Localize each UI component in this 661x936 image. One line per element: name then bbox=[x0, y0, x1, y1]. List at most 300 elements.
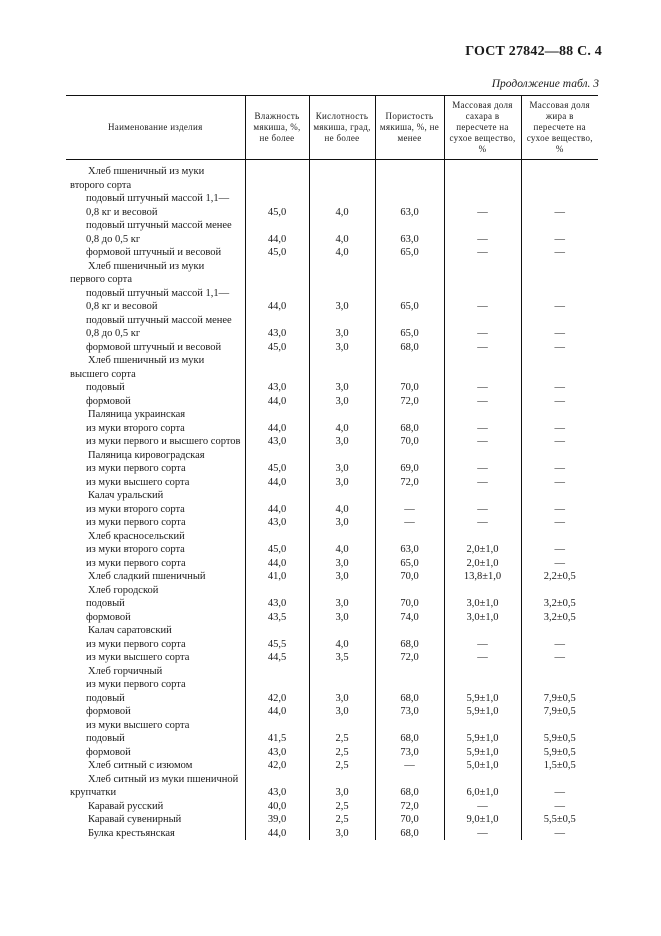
cell-porosity bbox=[375, 489, 444, 503]
cell-sugar bbox=[444, 489, 521, 503]
cell-sugar: — bbox=[444, 287, 521, 314]
cell-fat: — bbox=[521, 462, 598, 476]
cell-sugar: — bbox=[444, 435, 521, 449]
cell-product-name: из муки второго сорта bbox=[86, 544, 185, 555]
cell-sugar: — bbox=[444, 219, 521, 246]
table-row bbox=[66, 638, 598, 652]
cell-product-name: Хлеб красносельский bbox=[88, 530, 185, 542]
cell-moisture: 44,0 bbox=[245, 219, 309, 246]
cell-product-name: Калач уральский bbox=[88, 490, 164, 501]
table-row bbox=[66, 530, 598, 544]
cell-product-name: Хлеб пшеничный из муки высшего сорта bbox=[70, 355, 205, 380]
cell-fat: — bbox=[521, 314, 598, 341]
cell-porosity bbox=[375, 665, 444, 679]
cell-fat: — bbox=[521, 543, 598, 557]
cell-moisture bbox=[245, 354, 309, 381]
cell-porosity: — bbox=[375, 516, 444, 530]
cell-moisture: 44,0 bbox=[245, 395, 309, 409]
table-row bbox=[66, 489, 598, 503]
cell-moisture: 45,0 bbox=[245, 462, 309, 476]
cell-sugar bbox=[444, 160, 521, 193]
cell-porosity: 65,0 bbox=[375, 246, 444, 260]
table-row bbox=[66, 287, 598, 314]
cell-moisture: 43,0 bbox=[245, 773, 309, 800]
cell-moisture: 40,0 bbox=[245, 800, 309, 814]
cell-product-name: подовый bbox=[86, 598, 125, 609]
table-row bbox=[66, 341, 598, 355]
cell-porosity: 72,0 bbox=[375, 651, 444, 665]
cell-fat: — bbox=[521, 219, 598, 246]
cell-moisture bbox=[245, 449, 309, 463]
cell-moisture: 44,0 bbox=[245, 287, 309, 314]
cell-fat: 3,2±0,5 bbox=[521, 597, 598, 611]
table-row bbox=[66, 759, 598, 773]
cell-sugar bbox=[444, 584, 521, 598]
cell-fat bbox=[521, 260, 598, 287]
cell-porosity: 63,0 bbox=[375, 219, 444, 246]
table-row bbox=[66, 800, 598, 814]
cell-porosity: 68,0 bbox=[375, 827, 444, 841]
table-header-row bbox=[66, 96, 598, 160]
table-row bbox=[66, 827, 598, 841]
cell-acidity bbox=[309, 530, 375, 544]
cell-moisture: 42,0 bbox=[245, 692, 309, 706]
column-header-moisture: Влажность мякиша, %, не более bbox=[245, 96, 309, 160]
cell-fat: — bbox=[521, 435, 598, 449]
cell-porosity: 74,0 bbox=[375, 611, 444, 625]
cell-fat: 7,9±0,5 bbox=[521, 705, 598, 719]
cell-sugar bbox=[444, 354, 521, 381]
cell-moisture bbox=[245, 260, 309, 287]
cell-product-name: Хлеб ситный с изюмом bbox=[88, 760, 193, 771]
table-row bbox=[66, 678, 598, 692]
table-row bbox=[66, 449, 598, 463]
table-body bbox=[66, 160, 598, 841]
cell-acidity bbox=[309, 489, 375, 503]
cell-fat: — bbox=[521, 827, 598, 841]
cell-sugar: 2,0±1,0 bbox=[444, 557, 521, 571]
cell-fat: — bbox=[521, 638, 598, 652]
cell-acidity bbox=[309, 665, 375, 679]
cell-acidity: 3,0 bbox=[309, 395, 375, 409]
cell-sugar: 13,8±1,0 bbox=[444, 570, 521, 584]
table-row bbox=[66, 665, 598, 679]
cell-product-name: из муки высшего сорта bbox=[86, 476, 190, 488]
cell-acidity: 4,0 bbox=[309, 246, 375, 260]
cell-sugar: — bbox=[444, 314, 521, 341]
cell-fat bbox=[521, 408, 598, 422]
cell-product-name: из муки высшего сорта bbox=[86, 652, 190, 663]
column-header-sugar-fraction: Массовая доля сахара в пересчете на сухое вещество, % bbox=[444, 96, 521, 160]
table-row bbox=[66, 624, 598, 638]
cell-product-name: формовой bbox=[86, 746, 131, 758]
cell-fat: — bbox=[521, 557, 598, 571]
cell-sugar: — bbox=[444, 651, 521, 665]
cell-porosity: 70,0 bbox=[375, 570, 444, 584]
table-row bbox=[66, 160, 598, 193]
cell-moisture bbox=[245, 624, 309, 638]
cell-product-name: формовой bbox=[86, 611, 131, 623]
cell-moisture: 43,0 bbox=[245, 516, 309, 530]
cell-acidity bbox=[309, 624, 375, 638]
cell-sugar bbox=[444, 408, 521, 422]
cell-porosity: 68,0 bbox=[375, 692, 444, 706]
cell-moisture bbox=[245, 584, 309, 598]
cell-porosity: 68,0 bbox=[375, 422, 444, 436]
cell-moisture: 45,5 bbox=[245, 638, 309, 652]
cell-fat: 2,2±0,5 bbox=[521, 570, 598, 584]
cell-sugar: 9,0±1,0 bbox=[444, 813, 521, 827]
table-row bbox=[66, 746, 598, 760]
cell-sugar bbox=[444, 530, 521, 544]
cell-porosity: — bbox=[375, 503, 444, 517]
cell-fat: — bbox=[521, 246, 598, 260]
cell-sugar: 5,9±1,0 bbox=[444, 705, 521, 719]
cell-fat: — bbox=[521, 287, 598, 314]
cell-sugar bbox=[444, 624, 521, 638]
table-row bbox=[66, 516, 598, 530]
cell-fat: — bbox=[521, 395, 598, 409]
cell-acidity: 4,0 bbox=[309, 638, 375, 652]
cell-sugar: — bbox=[444, 246, 521, 260]
cell-acidity: 3,0 bbox=[309, 705, 375, 719]
cell-sugar: — bbox=[444, 341, 521, 355]
cell-fat bbox=[521, 449, 598, 463]
cell-fat: — bbox=[521, 422, 598, 436]
document-code: ГОСТ 27842—88 С. 4 bbox=[465, 44, 602, 59]
cell-porosity: 70,0 bbox=[375, 597, 444, 611]
cell-porosity: 72,0 bbox=[375, 800, 444, 814]
cell-acidity: 3,0 bbox=[309, 773, 375, 800]
cell-acidity: 3,0 bbox=[309, 570, 375, 584]
table-row bbox=[66, 219, 598, 246]
cell-fat: 5,5±0,5 bbox=[521, 813, 598, 827]
cell-moisture: 45,0 bbox=[245, 192, 309, 219]
cell-porosity bbox=[375, 449, 444, 463]
column-header-porosity: Пористость мякиша, %, не менее bbox=[375, 96, 444, 160]
cell-acidity bbox=[309, 354, 375, 381]
cell-sugar bbox=[444, 449, 521, 463]
cell-sugar: 2,0±1,0 bbox=[444, 543, 521, 557]
cell-sugar: — bbox=[444, 462, 521, 476]
cell-fat bbox=[521, 160, 598, 193]
cell-acidity: 3,0 bbox=[309, 381, 375, 395]
cell-fat: — bbox=[521, 516, 598, 530]
cell-porosity: 63,0 bbox=[375, 543, 444, 557]
cell-moisture: 42,0 bbox=[245, 759, 309, 773]
cell-acidity: 3,0 bbox=[309, 611, 375, 625]
cell-sugar bbox=[444, 665, 521, 679]
cell-porosity: 69,0 bbox=[375, 462, 444, 476]
table-row bbox=[66, 773, 598, 800]
cell-acidity bbox=[309, 408, 375, 422]
cell-porosity bbox=[375, 624, 444, 638]
cell-moisture: 44,0 bbox=[245, 422, 309, 436]
cell-acidity: 3,0 bbox=[309, 597, 375, 611]
cell-sugar bbox=[444, 719, 521, 733]
cell-porosity bbox=[375, 678, 444, 692]
cell-moisture: 43,0 bbox=[245, 597, 309, 611]
cell-moisture: 45,0 bbox=[245, 543, 309, 557]
cell-porosity: 68,0 bbox=[375, 341, 444, 355]
cell-porosity bbox=[375, 408, 444, 422]
column-header-fat-fraction: Массовая доля жира в пересчете на сухое вещество, % bbox=[521, 96, 598, 160]
cell-moisture bbox=[245, 408, 309, 422]
cell-moisture bbox=[245, 665, 309, 679]
cell-moisture bbox=[245, 678, 309, 692]
cell-acidity: 4,0 bbox=[309, 503, 375, 517]
cell-acidity bbox=[309, 719, 375, 733]
cell-sugar: — bbox=[444, 476, 521, 490]
table-row bbox=[66, 462, 598, 476]
cell-fat bbox=[521, 665, 598, 679]
cell-fat bbox=[521, 624, 598, 638]
cell-moisture bbox=[245, 719, 309, 733]
cell-porosity: 65,0 bbox=[375, 557, 444, 571]
cell-porosity bbox=[375, 584, 444, 598]
cell-acidity: 3,0 bbox=[309, 827, 375, 841]
cell-moisture: 43,0 bbox=[245, 746, 309, 760]
cell-moisture: 41,0 bbox=[245, 570, 309, 584]
cell-product-name: подовый штучный массой менее 0,8 до 0,5 кг bbox=[86, 220, 232, 245]
cell-porosity: 68,0 bbox=[375, 638, 444, 652]
cell-porosity: 72,0 bbox=[375, 395, 444, 409]
cell-moisture: 45,0 bbox=[245, 341, 309, 355]
cell-product-name: из муки высшего сорта bbox=[86, 719, 190, 731]
cell-moisture: 44,0 bbox=[245, 705, 309, 719]
cell-moisture: 43,0 bbox=[245, 314, 309, 341]
cell-porosity: 70,0 bbox=[375, 381, 444, 395]
table-row bbox=[66, 422, 598, 436]
cell-acidity: 3,0 bbox=[309, 692, 375, 706]
table-row bbox=[66, 732, 598, 746]
cell-moisture: 43,5 bbox=[245, 611, 309, 625]
cell-sugar: — bbox=[444, 516, 521, 530]
cell-sugar: — bbox=[444, 503, 521, 517]
cell-moisture: 39,0 bbox=[245, 813, 309, 827]
cell-fat bbox=[521, 719, 598, 733]
cell-fat bbox=[521, 489, 598, 503]
table-row bbox=[66, 543, 598, 557]
cell-acidity: 3,0 bbox=[309, 314, 375, 341]
cell-moisture: 41,5 bbox=[245, 732, 309, 746]
cell-moisture: 44,0 bbox=[245, 557, 309, 571]
cell-sugar: — bbox=[444, 827, 521, 841]
cell-porosity bbox=[375, 160, 444, 193]
cell-acidity bbox=[309, 160, 375, 193]
table-row bbox=[66, 354, 598, 381]
cell-sugar: 5,0±1,0 bbox=[444, 759, 521, 773]
table-row bbox=[66, 705, 598, 719]
table-row bbox=[66, 408, 598, 422]
cell-fat: — bbox=[521, 476, 598, 490]
cell-product-name: из муки первого сорта bbox=[86, 638, 186, 650]
cell-acidity bbox=[309, 584, 375, 598]
cell-product-name: Каравай русский bbox=[88, 800, 164, 812]
column-header-product-name: Наименование изделия bbox=[107, 122, 203, 132]
cell-product-name: подовый bbox=[86, 382, 125, 393]
table-row bbox=[66, 651, 598, 665]
cell-sugar: 3,0±1,0 bbox=[444, 611, 521, 625]
cell-acidity: 3,0 bbox=[309, 476, 375, 490]
cell-acidity: 3,0 bbox=[309, 557, 375, 571]
table-row bbox=[66, 584, 598, 598]
cell-product-name: из муки первого сорта bbox=[86, 463, 186, 474]
cell-moisture bbox=[245, 160, 309, 193]
cell-product-name: Хлеб сладкий пшеничный bbox=[88, 571, 206, 582]
cell-fat: 5,9±0,5 bbox=[521, 732, 598, 746]
cell-product-name: из муки первого сорта bbox=[86, 557, 186, 569]
cell-acidity: 2,5 bbox=[309, 813, 375, 827]
cell-sugar: 3,0±1,0 bbox=[444, 597, 521, 611]
table-row bbox=[66, 557, 598, 571]
cell-product-name: Паляница кировоградская bbox=[88, 449, 205, 461]
cell-fat bbox=[521, 354, 598, 381]
table-row bbox=[66, 314, 598, 341]
cell-acidity bbox=[309, 260, 375, 287]
cell-porosity bbox=[375, 530, 444, 544]
table-continuation-note: Продолжение табл. 3 bbox=[491, 78, 599, 90]
column-header-acidity: Кислотность мякиша, град, не более bbox=[309, 96, 375, 160]
cell-product-name: Булка крестьянская bbox=[88, 827, 175, 839]
cell-product-name: из муки первого сорта bbox=[86, 517, 186, 528]
cell-sugar: — bbox=[444, 395, 521, 409]
cell-acidity: 4,0 bbox=[309, 543, 375, 557]
cell-sugar: 5,9±1,0 bbox=[444, 732, 521, 746]
quality-indicators-table bbox=[66, 95, 598, 840]
cell-fat: — bbox=[521, 651, 598, 665]
cell-product-name: Хлеб городской bbox=[88, 584, 159, 596]
table-header bbox=[66, 96, 598, 160]
cell-porosity: 73,0 bbox=[375, 705, 444, 719]
cell-product-name: Хлеб горчичный bbox=[88, 665, 163, 677]
cell-sugar: 6,0±1,0 bbox=[444, 773, 521, 800]
cell-product-name: Хлеб ситный из муки пшеничной крупчатки bbox=[70, 773, 239, 798]
cell-product-name: подовый bbox=[86, 733, 125, 744]
cell-fat: 3,2±0,5 bbox=[521, 611, 598, 625]
cell-porosity: 65,0 bbox=[375, 314, 444, 341]
table-row bbox=[66, 597, 598, 611]
table-row bbox=[66, 719, 598, 733]
cell-porosity: 63,0 bbox=[375, 192, 444, 219]
cell-fat: 1,5±0,5 bbox=[521, 759, 598, 773]
table-row bbox=[66, 260, 598, 287]
cell-product-name: формовой штучный и весовой bbox=[86, 341, 222, 353]
cell-acidity: 3,0 bbox=[309, 516, 375, 530]
cell-fat: — bbox=[521, 800, 598, 814]
cell-acidity: 4,0 bbox=[309, 422, 375, 436]
cell-product-name: из муки второго сорта bbox=[86, 422, 185, 434]
cell-acidity: 2,5 bbox=[309, 800, 375, 814]
cell-moisture: 44,0 bbox=[245, 827, 309, 841]
cell-acidity bbox=[309, 449, 375, 463]
cell-fat: 5,9±0,5 bbox=[521, 746, 598, 760]
cell-acidity: 2,5 bbox=[309, 732, 375, 746]
cell-sugar bbox=[444, 678, 521, 692]
cell-product-name: из муки первого сорта bbox=[86, 679, 186, 690]
cell-moisture bbox=[245, 489, 309, 503]
cell-product-name: Каравай сувенирный bbox=[88, 814, 182, 825]
cell-porosity: — bbox=[375, 759, 444, 773]
cell-fat bbox=[521, 530, 598, 544]
cell-product-name: формовой bbox=[86, 395, 131, 407]
cell-porosity: 73,0 bbox=[375, 746, 444, 760]
cell-fat: — bbox=[521, 773, 598, 800]
cell-porosity bbox=[375, 354, 444, 381]
cell-product-name: Хлеб пшеничный из муки второго сорта bbox=[70, 166, 205, 191]
cell-fat bbox=[521, 678, 598, 692]
cell-acidity: 3,0 bbox=[309, 287, 375, 314]
cell-moisture: 45,0 bbox=[245, 246, 309, 260]
cell-product-name: Хлеб пшеничный из муки первого сорта bbox=[70, 260, 205, 285]
table-row bbox=[66, 246, 598, 260]
table-row bbox=[66, 435, 598, 449]
cell-porosity bbox=[375, 260, 444, 287]
cell-fat: — bbox=[521, 341, 598, 355]
cell-product-name: подовый bbox=[86, 692, 125, 704]
cell-product-name: формовой bbox=[86, 706, 131, 717]
cell-porosity: 68,0 bbox=[375, 732, 444, 746]
cell-acidity: 4,0 bbox=[309, 219, 375, 246]
cell-fat: — bbox=[521, 503, 598, 517]
cell-sugar: — bbox=[444, 800, 521, 814]
cell-product-name: Паляница украинская bbox=[88, 409, 186, 420]
cell-sugar: — bbox=[444, 381, 521, 395]
cell-product-name: подовый штучный массой 1,1—0,8 кг и весовой bbox=[86, 287, 230, 312]
cell-acidity: 3,0 bbox=[309, 341, 375, 355]
cell-moisture: 43,0 bbox=[245, 381, 309, 395]
cell-product-name: подовый штучный массой 1,1—0,8 кг и весовой bbox=[86, 193, 230, 218]
cell-porosity bbox=[375, 719, 444, 733]
cell-product-name: из муки второго сорта bbox=[86, 503, 185, 515]
cell-sugar: 5,9±1,0 bbox=[444, 692, 521, 706]
cell-acidity: 4,0 bbox=[309, 192, 375, 219]
cell-product-name: из муки первого и высшего сортов bbox=[86, 436, 241, 447]
cell-acidity: 2,5 bbox=[309, 759, 375, 773]
cell-moisture bbox=[245, 530, 309, 544]
cell-sugar: — bbox=[444, 422, 521, 436]
cell-sugar: — bbox=[444, 638, 521, 652]
cell-porosity: 70,0 bbox=[375, 813, 444, 827]
cell-moisture: 44,5 bbox=[245, 651, 309, 665]
cell-fat: — bbox=[521, 192, 598, 219]
cell-porosity: 65,0 bbox=[375, 287, 444, 314]
cell-acidity: 3,0 bbox=[309, 435, 375, 449]
table-row bbox=[66, 813, 598, 827]
table-row bbox=[66, 570, 598, 584]
table-row bbox=[66, 692, 598, 706]
table-row bbox=[66, 381, 598, 395]
cell-fat: — bbox=[521, 381, 598, 395]
table-row bbox=[66, 611, 598, 625]
cell-fat bbox=[521, 584, 598, 598]
cell-sugar: 5,9±1,0 bbox=[444, 746, 521, 760]
cell-acidity bbox=[309, 678, 375, 692]
cell-moisture: 44,0 bbox=[245, 503, 309, 517]
cell-fat: 7,9±0,5 bbox=[521, 692, 598, 706]
cell-product-name: Калач саратовский bbox=[88, 625, 172, 636]
cell-moisture: 43,0 bbox=[245, 435, 309, 449]
cell-porosity: 72,0 bbox=[375, 476, 444, 490]
table-row bbox=[66, 192, 598, 219]
cell-sugar: — bbox=[444, 192, 521, 219]
table-row bbox=[66, 503, 598, 517]
cell-product-name: подовый штучный массой менее 0,8 до 0,5 кг bbox=[86, 314, 232, 339]
cell-sugar bbox=[444, 260, 521, 287]
table-row bbox=[66, 395, 598, 409]
cell-acidity: 3,0 bbox=[309, 462, 375, 476]
cell-acidity: 2,5 bbox=[309, 746, 375, 760]
